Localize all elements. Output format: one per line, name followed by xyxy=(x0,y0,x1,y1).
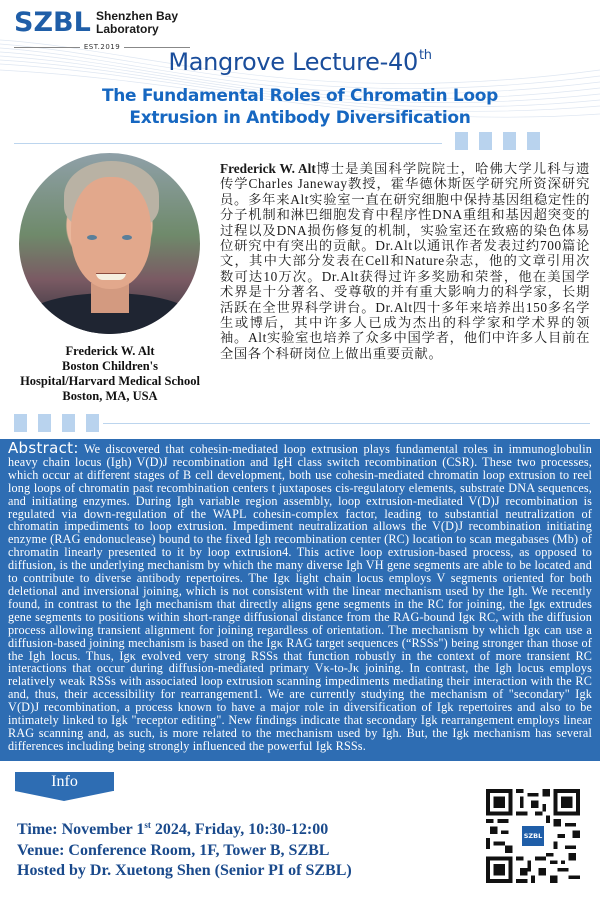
event-venue: Venue: Conference Room, 1F, Tower B, SZBL xyxy=(17,841,330,859)
series-name: Mangrove Lecture-40 xyxy=(168,48,418,76)
bio-speaker-name: Frederick W. Alt xyxy=(220,161,316,176)
speaker-affiliation: Hospital/Harvard Medical School xyxy=(20,374,200,388)
abstract-text: We discovered that cohesin-mediated loop extrusion plays fundamental roles in immunoglobulin heavy chain locus (Igh) V(D)J recombination and IgH class switch recombination (CSR). These two processes, which occur at different stages of B cell development, both use cohesin-mediated chromatin loop extrusion to reel long loops of chromatin past recombination centers t juxtaposes cis-regulatory elements, substrate DNA sequences, and initiating enzymes. During Igh variable region assembly, loop extrusion-mediated V(D)J recombination is regulated via down-regulation of the WAPL cohesin-complex factor, leading to substantial neutralization of chromatin impediments to loop extrusion. Impediment neutralization allows the V(D)J recombination initiating enzyme (RAG endonuclease) bound to the fixed Igh recombination center (RC) location to scan megabases (Mb) of chromatin linearly presented to it by loop extrusion4. This active loop extrusion-based process, as opposed to diffusion, is the underlying mechanism by which the many diverse Igh VH gene segments are able to be located and to contribute to diverse antibody repertoires. The Igκ light chain locus employs V segments oriented for both deletional and inversional joining, which is not consistent with the linear mechanism used by the Igh. We recently found, in contrast to the Igh mechanism that directly aligns gene segments in the RC for joining, the Igκ extrudes gene segments to positions within short-range diffusional distance from the RAG-bound Igκ RC, with the diffusion process allowing transient alignment for joining regardless of orientation. The mechanism by which Igκ can use a diffusion-based joining mechanism is based on the Igκ RAG target sequences (“RSSs") being stronger than those of the Igh locus. Thus, Igκ evolved very strong RSSs that function robustly in the context of more transient RC interactions that occur during diffusion-mediated primary Vκ-to-Jκ joining. In contrast, the Igh locus employs relatively weak RSSs with associated loop extrusion scanning impediments mediating their interaction with the RC and, thus, their accessibility for rearrangement1. We are currently studying the mechanism of "secondary" Igk V(D)J recombination, a process known to have a major role in diversification of Igk repertoires and also to be intimately linked to Igk "receptor editing". New findings indicate that secondary Igk rearrangement employs linear RAG scanning and, as such, is more related to the mechanism used by Igh. But, the Igk mechanism has several differences including being strongly influenced the powerful Igk RSSs. xyxy=(8,442,592,753)
time-prefix: Time: November 1 xyxy=(17,821,145,838)
established-year: EST.2019 xyxy=(83,43,121,51)
event-time xyxy=(17,815,352,841)
szbl-logo xyxy=(14,6,179,50)
time-suffix: 2024, Friday, 10:30-12:00 xyxy=(150,821,329,838)
qr-code[interactable] xyxy=(486,789,580,883)
speaker-photo xyxy=(19,153,200,334)
event-host: Hosted by Dr. Xuetong Shen (Senior PI of SZBL) xyxy=(17,862,352,879)
divider xyxy=(14,143,442,144)
qr-logo-badge: SZBL xyxy=(520,824,546,848)
speaker-location: Boston, MA, USA xyxy=(62,389,158,403)
logo-institution-name xyxy=(96,10,178,36)
decorative-squares xyxy=(455,132,540,150)
info-tab xyxy=(15,772,114,797)
talk-title-line1: The Fundamental Roles of Chromatin Loop xyxy=(101,86,499,106)
decorative-squares xyxy=(14,414,99,432)
speaker-name: Frederick W. Alt xyxy=(65,344,155,358)
talk-title xyxy=(40,85,560,129)
divider xyxy=(103,423,590,424)
logo-mark: SZBL xyxy=(14,7,91,38)
lecture-series-title xyxy=(0,48,600,76)
date-ordinal-suffix: st xyxy=(144,820,151,830)
logo-name-line1: Shenzhen Bay xyxy=(96,9,179,23)
speaker-caption xyxy=(0,344,220,404)
series-ordinal-suffix: th xyxy=(418,48,432,63)
info-tab-label: Info xyxy=(51,773,78,790)
logo-name-line2: Laboratory xyxy=(96,22,159,36)
bio-text: 博士是美国科学院院士，哈佛大学儿科与遗传学Charles Janeway教授，霍华德休斯医学研究所资深研究员。多年来Alt实验室一直在研究细胞中保持基因组稳定性的分子机制和淋巴细胞发育中程序性DNA重组和基因超突变的过程以及DNA损伤修复的机制，实验室还在致癌的染色体易位研究中有突出的贡献。Dr.Alt以通讯作者发表过约700篇论文，其中大部分发表在Cell和Nature杂志，他的文章引用次数可达10万次。Dr.Alt获得过许多奖励和荣誉，他在美国学术界是十分著名、受尊敬的并有重大影响力的科学家，长期活跃在全世界科学讲台。Dr.Alt四十多年来培养出150多名学生或博后，其中许多人已成为杰出的科学家和学术界的领袖。Alt实验室也培养了众多中国学者，他们中许多人目前在全国各个科研岗位上做出重要贡献。 xyxy=(220,161,590,361)
speaker-affiliation: Boston Children's xyxy=(62,359,158,373)
speaker-bio xyxy=(220,161,590,361)
abstract-label: Abstract: xyxy=(8,439,79,457)
abstract-panel xyxy=(0,439,600,761)
talk-title-line2: Extrusion in Antibody Diversification xyxy=(129,108,471,128)
event-info xyxy=(17,815,352,882)
arrow-down-icon xyxy=(15,791,113,801)
